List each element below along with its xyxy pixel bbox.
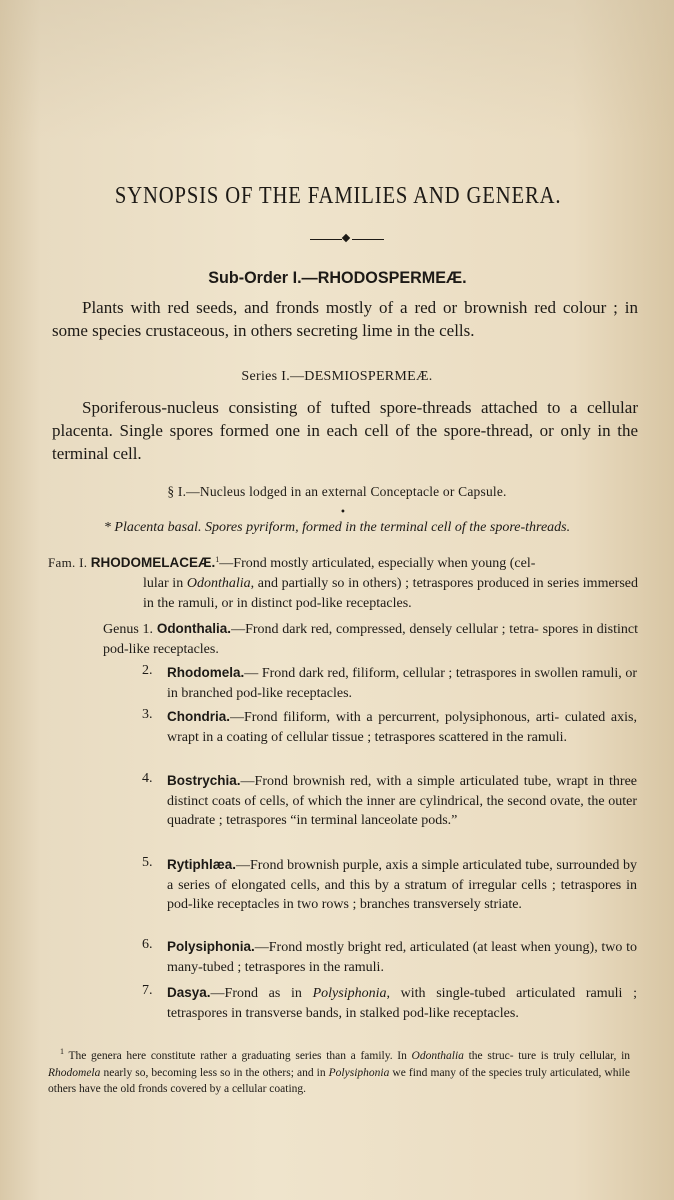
genus-description: , with single-tubed articulated ramuli ; tetraspores in transverse bands, in stalked pod-like receptacles. — [167, 986, 637, 1021]
footnote-marker: 1 — [60, 1047, 64, 1056]
footnote-text: the struc- ture is truly cellular, in — [463, 1050, 631, 1062]
genus-entry-6 — [167, 937, 637, 977]
genus-number: 3. — [142, 707, 153, 722]
family-description-pre: lular in — [143, 576, 187, 591]
section-heading: § I.—Nucleus lodged in an external Conceptacle or Capsule. — [167, 484, 507, 499]
genus-name: Odonthalia. — [156, 621, 232, 636]
genus-name: Dasya. — [167, 985, 211, 1000]
show-through-text — [0, 0, 674, 140]
footnote-italic: Rhodomela — [48, 1066, 101, 1079]
genus-description: —Frond dark red, compressed, densely cellular ; tetra- spores in distinct pod-like receptacles. — [103, 622, 638, 657]
genus-entry-1 — [103, 619, 638, 659]
genus-description: — Frond dark red, filiform, cellular ; tetraspores in swollen ramuli, or in branched pod-like receptacles. — [167, 666, 637, 701]
genus-entry-4 — [167, 771, 637, 831]
genus-number: 6. — [142, 937, 153, 952]
footnote-text: we find many of the species truly articulated, while others have the old fronds covered by a cellular coating. — [48, 1066, 630, 1095]
footnote-text: nearly so, becoming less so in the others; and in — [100, 1066, 329, 1079]
genus-name: Bostrychia. — [167, 773, 241, 788]
family-description-italic: Odonthalia — [186, 576, 251, 591]
genus-name: Rytiphlæa. — [167, 857, 237, 872]
genus-number: 7. — [142, 983, 153, 998]
genus-description: —Frond filiform, with a percurrent, polysiphonous, arti- culated axis, wrapt in a coating of cellular tissue ; tetraspores scattered in the ramuli. — [167, 710, 637, 745]
placenta-note: * Placenta basal. Spores pyriform, formed in the terminal cell of the spore-threads. — [103, 520, 571, 535]
suborder-heading: Sub-Order I.—RHODOSPERMEÆ. — [208, 268, 467, 287]
family-entry — [48, 553, 638, 614]
genus-description-pre: —Frond as in — [210, 986, 313, 1001]
family-number: Fam. I. — [48, 555, 88, 570]
genus-entry-3 — [167, 707, 637, 747]
genus-number: 5. — [142, 855, 153, 870]
title-ornament — [310, 233, 384, 245]
series-description: Sporiferous-nucleus consisting of tufted spore-threads attached to a cellular placenta. Single spores formed one in each cell of the spore-thread, or only in the terminal cell. — [52, 398, 638, 463]
genus-description: —Frond brownish purple, axis a simple articulated tube, surrounded by a series of elongated cells, and this by a stratum of irregular cells ; tetraspores in pod-like receptacles in two rows ; branches transversely striate. — [167, 858, 637, 912]
genus-description: —Frond brownish red, with a simple articulated tube, wrapt in three distinct coats of cells, of which the inner are cylindrical, the second ovate, the outer quadrate ; tetraspores “in terminal lanceolate pods.” — [167, 774, 637, 828]
genus-description-italic: Polysiphonia — [312, 986, 387, 1001]
genus-entry-5 — [167, 855, 637, 915]
separator-dot: • — [340, 507, 346, 518]
page-title: SYNOPSIS OF THE FAMILIES AND GENERA. — [114, 183, 562, 209]
genus-number: Genus 1. — [103, 622, 154, 637]
footnote-italic: Polysiphonia — [328, 1066, 390, 1079]
genus-name: Rhodomela. — [167, 665, 245, 680]
family-name: RHODOMELACEÆ. — [90, 555, 216, 570]
suborder-description: Plants with red seeds, and fronds mostly of a red or brownish red colour ; in some species crustaceous, in others secreting lime in the cells. — [52, 298, 638, 340]
footnote-reference[interactable]: 1 — [215, 555, 220, 564]
footnote — [48, 1048, 630, 1098]
genus-name: Chondria. — [167, 709, 230, 724]
family-description-rest: , and partially so in others) ; tetraspores produced in series immersed in the ramuli, or in distinct pod-like receptacles. — [143, 576, 639, 611]
footnote-italic: Odonthalia — [411, 1050, 464, 1062]
genus-name: Polysiphonia. — [167, 939, 255, 954]
genus-entry-2 — [167, 663, 637, 703]
genus-number: 4. — [142, 771, 153, 786]
family-description-line1: —Frond mostly articulated, especially when young (cel- — [219, 556, 536, 571]
genus-description: —Frond mostly bright red, articulated (at least when young), two to many-tubed ; tetraspores in the ramuli. — [167, 940, 637, 975]
footnote-text: The genera here constitute rather a graduating series than a family. In — [68, 1050, 412, 1062]
genus-entry-7 — [167, 983, 637, 1023]
series-heading: Series I.—DESMIOSPERMEÆ. — [241, 369, 433, 384]
genus-number: 2. — [142, 663, 153, 678]
